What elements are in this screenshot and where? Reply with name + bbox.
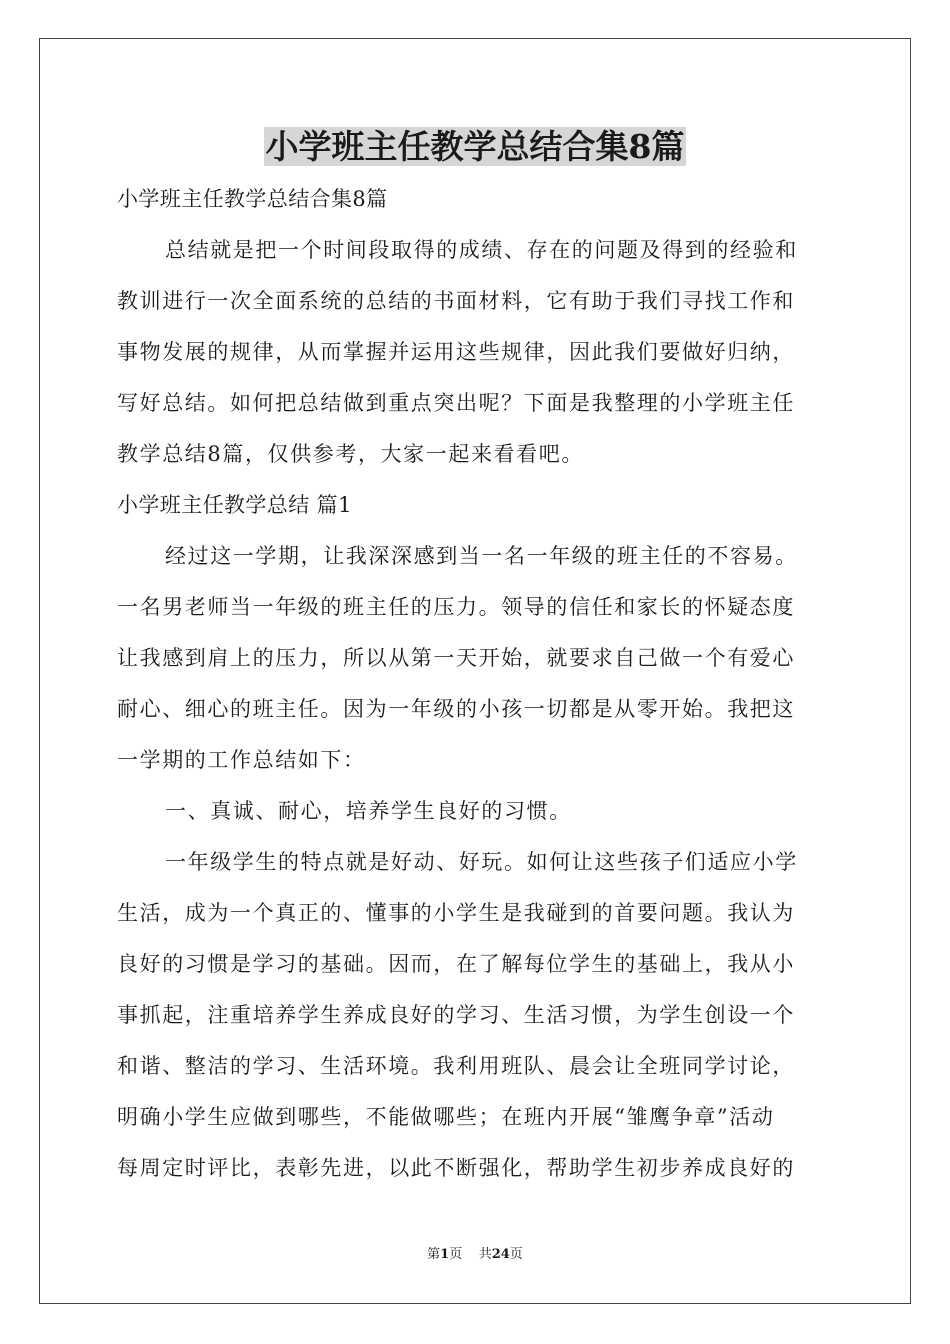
paragraph-line: 一学期的工作总结如下： (117, 748, 366, 772)
paragraph-line: 事抓起，注重培养学生养成良好的学习、生活习惯，为学生创设一个 (117, 1003, 795, 1027)
subtitle-line: 小学班主任教学总结合集8篇 (117, 187, 388, 211)
document-body (117, 176, 833, 1196)
subheading-line: 一、真诚、耐心，培养学生良好的习惯。 (165, 799, 572, 823)
paragraph-line: 和谐、整洁的学习、生活环境。我利用班队、晨会让全班同学讨论， (117, 1054, 795, 1078)
paragraph-line: 教训进行一次全面系统的总结的书面材料，它有助于我们寻找工作和 (117, 289, 795, 313)
paragraph-line: 让我感到肩上的压力，所以从第一天开始，就要求自己做一个有爱心 (117, 646, 795, 670)
document-title-text: 小学班主任教学总结合集8篇 (265, 127, 685, 166)
page-label-prefix: 第 (427, 1247, 441, 1262)
paragraph-line: 写好总结。如何把总结做到重点突出呢？下面是我整理的小学班主任 (117, 391, 795, 415)
paragraph-line: 每周定时评比，表彰先进，以此不断强化，帮助学生初步养成良好的 (117, 1156, 795, 1180)
paragraph-line: 事物发展的规律，从而掌握并运用这些规律，因此我们要做好归纳， (117, 340, 795, 364)
paragraph-line: 生活，成为一个真正的、懂事的小学生是我碰到的首要问题。我认为 (117, 901, 795, 925)
paragraph-line: 明确小学生应做到哪些，不能做哪些；在班内开展“雏鹰争章”活动 (117, 1105, 775, 1129)
paragraph-line: 良好的习惯是学习的基础。因而，在了解每位学生的基础上，我从小 (117, 952, 795, 976)
page-footer (0, 1246, 950, 1264)
total-pages-prefix: 共 (478, 1247, 492, 1262)
paragraph-line: 教学总结8篇，仅供参考，大家一起来看看吧。 (117, 442, 584, 466)
total-pages-suffix: 页 (509, 1247, 523, 1262)
paragraph-line: 总结就是把一个时间段取得的成绩、存在的问题及得到的经验和 (165, 238, 798, 262)
document-title (0, 124, 950, 170)
page-number: 1 (440, 1247, 450, 1262)
paragraph-line: 一年级学生的特点就是好动、好玩。如何让这些孩子们适应小学 (165, 850, 798, 874)
total-pages: 24 (491, 1247, 510, 1262)
paragraph-line: 一名男老师当一年级的班主任的压力。领导的信任和家长的怀疑态度 (117, 595, 795, 619)
paragraph-line: 耐心、细心的班主任。因为一年级的小孩一切都是从零开始。我把这 (117, 697, 795, 721)
section-heading: 小学班主任教学总结 篇1 (117, 493, 352, 517)
page-label-suffix: 页 (449, 1247, 463, 1262)
paragraph-line: 经过这一学期，让我深深感到当一名一年级的班主任的不容易。 (165, 544, 798, 568)
